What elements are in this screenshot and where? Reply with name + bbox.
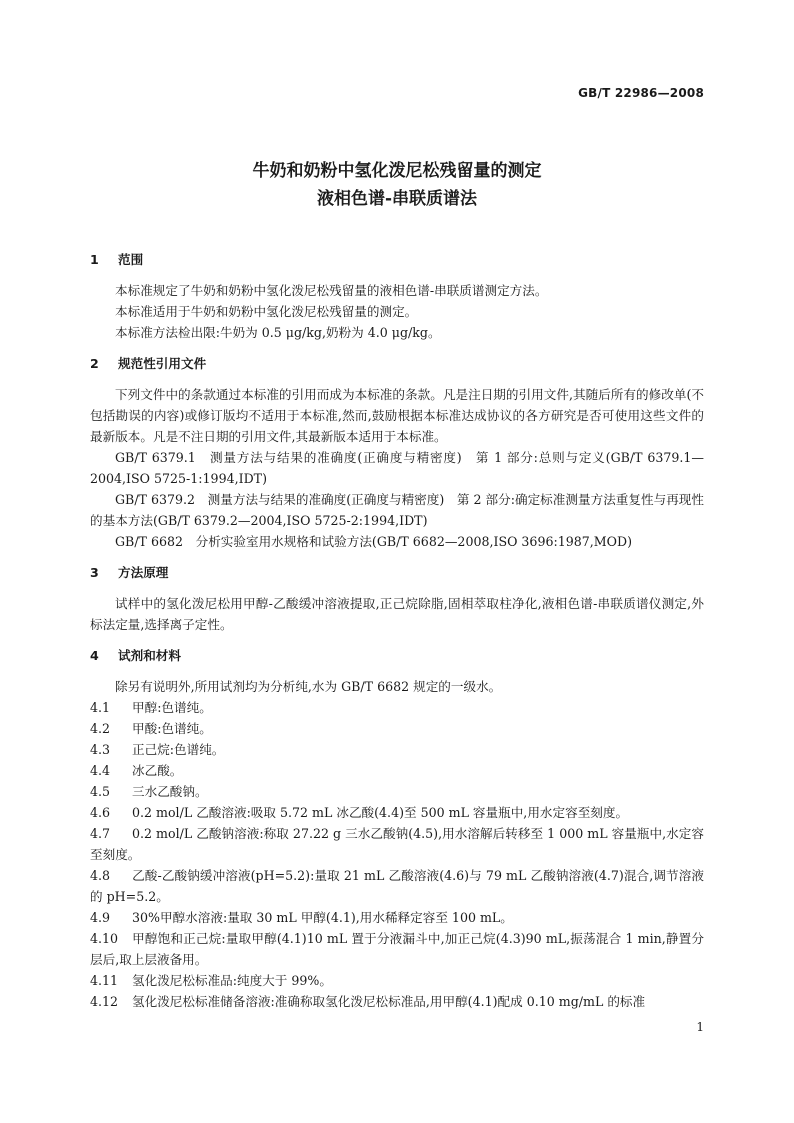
item-text: 乙酸-乙酸钠缓冲溶液(pH=5.2):量取 21 mL 乙酸溶液(4.6)与 79 mL 乙酸钠溶液(4.7)混合,调节溶液的 pH=5.2。 — [90, 868, 704, 904]
reference-entry: GB/T 6379.2 测量方法与结果的准确度(正确度与精密度) 第 2 部分:确定标准测量方法重复性与再现性的基本方法(GB/T 6379.2—2004,ISO 5725-2:1994,IDT) — [90, 492, 704, 528]
list-item — [90, 928, 704, 970]
page-number: 1 — [696, 1020, 704, 1034]
document-title-line2: 液相色谱-串联质谱法 — [316, 189, 478, 209]
paragraph: 本标准适用于牛奶和奶粉中氢化泼尼松残留量的测定。 — [115, 304, 418, 319]
section-heading-references — [90, 353, 704, 374]
paragraph: 除另有说明外,所用试剂均为分析纯,水为 GB/T 6682 规定的一级水。 — [115, 679, 502, 694]
list-item — [90, 970, 704, 991]
section-number: 4 — [90, 648, 99, 663]
list-item — [90, 697, 704, 718]
paragraph: 本标准方法检出限:牛奶为 0.5 μg/kg,奶粉为 4.0 μg/kg。 — [115, 325, 441, 340]
section-number: 2 — [90, 356, 99, 371]
item-number: 4.2 — [90, 721, 111, 736]
reference-entry: GB/T 6379.1 测量方法与结果的准确度(正确度与精密度) 第 1 部分:总则与定义(GB/T 6379.1—2004,ISO 5725-1:1994,IDT) — [90, 450, 704, 486]
document-body — [90, 249, 704, 1012]
item-number: 4.7 — [90, 826, 111, 841]
section-number: 1 — [90, 252, 99, 267]
item-text: 冰乙酸。 — [132, 763, 183, 778]
list-item — [90, 865, 704, 907]
list-item — [90, 739, 704, 760]
item-number: 4.11 — [90, 973, 119, 988]
item-text: 氢化泼尼松标准储备溶液:准确称取氢化泼尼松标准品,用甲醇(4.1)配成 0.10 mg/mL 的标准 — [132, 994, 646, 1009]
standard-code: GB/T 22986—2008 — [578, 86, 704, 100]
item-number: 4.10 — [90, 931, 119, 946]
item-text: 甲酸:色谱纯。 — [132, 721, 212, 736]
section-title: 规范性引用文件 — [118, 356, 207, 371]
list-item — [90, 718, 704, 739]
list-item — [90, 802, 704, 823]
item-number: 4.1 — [90, 700, 111, 715]
item-number: 4.3 — [90, 742, 111, 757]
paragraph: 下列文件中的条款通过本标准的引用而成为本标准的条款。凡是注日期的引用文件,其随后所有的修改单(不包括勘误的内容)或修订版均不适用于本标准,然而,鼓励根据本标准达成协议的各方研究是否可使用这些文件的最新版本。凡是不注日期的引用文件,其最新版本适用于本标准。 — [90, 387, 704, 444]
section-heading-principle — [90, 562, 704, 583]
paragraph: 试样中的氢化泼尼松用甲醇-乙酸缓冲溶液提取,正己烷除脂,固相萃取柱净化,液相色谱-串联质谱仪测定,外标法定量,选择离子定性。 — [90, 596, 704, 632]
section-heading-scope — [90, 249, 704, 270]
list-item — [90, 907, 704, 928]
item-text: 氢化泼尼松标准品:纯度大于 99%。 — [132, 973, 332, 988]
item-number: 4.8 — [90, 868, 111, 883]
paragraph: 本标准规定了牛奶和奶粉中氢化泼尼松残留量的液相色谱-串联质谱测定方法。 — [115, 283, 548, 298]
item-text: 0.2 mol/L 乙酸溶液:吸取 5.72 mL 冰乙酸(4.4)至 500 mL 容量瓶中,用水定容至刻度。 — [132, 805, 629, 820]
item-number: 4.6 — [90, 805, 111, 820]
item-number: 4.9 — [90, 910, 111, 925]
item-number: 4.4 — [90, 763, 111, 778]
section-title: 方法原理 — [118, 565, 169, 580]
item-text: 甲醇:色谱纯。 — [132, 700, 212, 715]
list-item — [90, 760, 704, 781]
item-text: 三水乙酸钠。 — [132, 784, 208, 799]
section-title: 范围 — [118, 252, 144, 267]
section-heading-reagents — [90, 645, 704, 666]
item-text: 0.2 mol/L 乙酸钠溶液:称取 27.22 g 三水乙酸钠(4.5),用水溶解后转移至 1 000 mL 容量瓶中,水定容至刻度。 — [90, 826, 704, 862]
item-text: 正己烷:色谱纯。 — [132, 742, 225, 757]
item-text: 30%甲醇水溶液:量取 30 mL 甲醇(4.1),用水稀释定容至 100 mL。 — [132, 910, 513, 925]
list-item — [90, 823, 704, 865]
list-item — [90, 781, 704, 802]
document-title-line1: 牛奶和奶粉中氢化泼尼松残留量的测定 — [252, 161, 542, 181]
item-number: 4.12 — [90, 994, 119, 1009]
section-number: 3 — [90, 565, 99, 580]
item-text: 甲醇饱和正己烷:量取甲醇(4.1)10 mL 置于分液漏斗中,加正己烷(4.3)90 mL,振荡混合 1 min,静置分层后,取上层液备用。 — [90, 931, 704, 967]
list-item — [90, 991, 704, 1012]
reference-entry: GB/T 6682 分析实验室用水规格和试验方法(GB/T 6682—2008,ISO 3696:1987,MOD) — [115, 534, 632, 549]
item-number: 4.5 — [90, 784, 111, 799]
section-title: 试剂和材料 — [118, 648, 181, 663]
